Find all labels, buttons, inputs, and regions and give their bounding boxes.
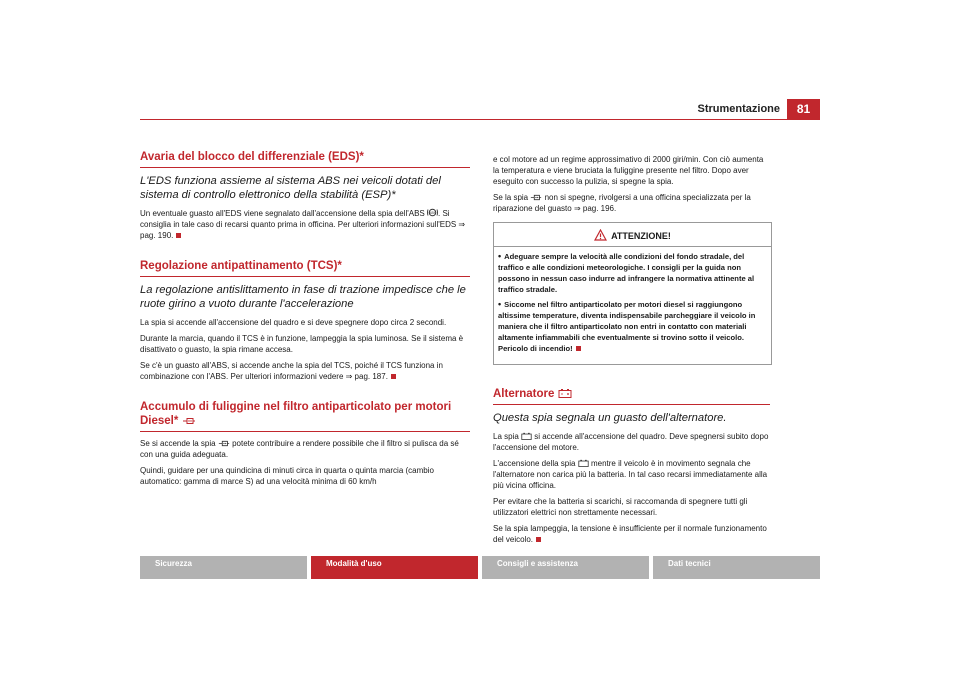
- text-span: Un eventuale guasto all'EDS viene segnalato dall'accensione della spia dell'ABS: [140, 209, 425, 218]
- lead-tcs: La regolazione antislittamento in fase di trazione impedisce che le ruote girino a vuoto durante l'accelerazione: [140, 284, 466, 310]
- text-span: Siccome nel filtro antiparticolato per motori diesel si raggiungono altissime temperature, diventa indispensabile parcheggiare il veicolo in maniera che il filtro antiparticolato non entri in contatto con materiali altamente infiammabili che eventualmente si trovino sotto il veicolo. Pericolo di incendio!: [498, 300, 756, 353]
- header-rule: [140, 119, 820, 120]
- battery-icon: [521, 432, 532, 440]
- end-marker: [391, 374, 396, 379]
- diesel-particulate-filter-icon: [218, 440, 230, 447]
- paragraph: [140, 438, 470, 460]
- footer-tabs: [140, 556, 820, 579]
- paragraph: Quindi, guidare per una quindicina di minuti circa in quarta o quinta marcia (cambio automatico: gamma di marce S) ad una velocità minima di 60 km/h: [140, 466, 434, 486]
- page-number: 81: [787, 99, 820, 120]
- heading-text: Accumulo di fuliggine nel filtro antiparticolato per motori Diesel*: [140, 401, 452, 427]
- section-eds: [140, 150, 470, 241]
- lead-alternator: Questa spia segnala un guasto dell'alternatore.: [493, 412, 727, 424]
- text-span: Se c'è un guasto all'ABS, si accende anche la spia del TCS, poiché il TCS funziona in combinazione con l'ABS. Per ulteriori informazioni vedere ⇒ pag. 187.: [140, 361, 443, 381]
- paragraph: [493, 523, 770, 545]
- tab-dati-tecnici[interactable]: Dati tecnici: [653, 556, 820, 579]
- text-span: Adeguare sempre la velocità alle condizioni del fondo stradale, del traffico e alle condizioni meteorologiche. I consigli per la guida non possono in nessun caso indurre ad infrangere la normativa attinente al traffico stradale.: [498, 252, 755, 294]
- text-span: La spia: [493, 432, 519, 441]
- text-span: Se si accende la spia: [140, 439, 216, 448]
- heading-dpf: [140, 400, 470, 428]
- text-span: si accende all'accensione del quadro. Deve spegnersi subito dopo l'accensione del motore.: [493, 432, 769, 452]
- paragraph: [140, 208, 470, 241]
- tab-sicurezza[interactable]: Sicurezza: [140, 556, 307, 579]
- warning-title: ATTENZIONE!: [611, 231, 671, 241]
- diesel-particulate-filter-icon: [530, 194, 542, 201]
- left-column: [140, 150, 470, 505]
- text-span: . Si consiglia in tale caso di recarsi quanto prima in officina. Per ulteriori informazioni sull'EDS ⇒ pag. 190.: [140, 209, 466, 240]
- section-alternator: [493, 387, 770, 545]
- heading-text: Alternatore: [493, 388, 555, 400]
- warning-item: [498, 299, 767, 354]
- warning-triangle-icon: [594, 229, 607, 241]
- paragraph: [493, 431, 770, 453]
- warning-header: [494, 223, 771, 247]
- section-rule: [140, 431, 470, 432]
- section-rule: [140, 276, 470, 277]
- header-title: Strumentazione: [697, 103, 780, 115]
- battery-icon: [578, 459, 589, 467]
- diesel-particulate-filter-icon: [182, 417, 196, 425]
- lead-eds: L'EDS funziona assieme al sistema ABS nei veicoli dotati del sistema di controllo elettronico della stabilità (ESP)*: [140, 175, 441, 201]
- abs-warning-icon: [427, 208, 438, 217]
- paragraph: La spia si accende all'accensione del quadro e si deve spegnere dopo circa 2 secondi.: [140, 318, 447, 327]
- paragraph: [493, 192, 770, 214]
- right-column: [493, 154, 770, 563]
- section-rule: [140, 167, 470, 168]
- section-dpf: [140, 400, 470, 487]
- heading-tcs: Regolazione antipattinamento (TCS)*: [140, 260, 342, 272]
- heading-alternator: [493, 387, 770, 401]
- text-span: non si spegne, rivolgersi a una officina specializzata per la riparazione del guasto ⇒ pag. 196.: [493, 193, 751, 213]
- warning-box: [493, 222, 772, 365]
- paragraph: Durante la marcia, quando il TCS è in funzione, lampeggia la spia luminosa. Se il sistema è disattivato o guasto, la spia rimane accesa.: [140, 334, 464, 354]
- text-span: Se la spia: [493, 193, 529, 202]
- text-span: potete contribuire a rendere possibile che il filtro si pulisca da sé con una guida adeguata.: [140, 439, 459, 459]
- section-tcs: [140, 259, 470, 382]
- end-marker: [576, 346, 581, 351]
- section-rule: [493, 404, 770, 405]
- text-span: L'accensione della spia: [493, 459, 576, 468]
- tab-consigli-assistenza[interactable]: Consigli e assistenza: [482, 556, 649, 579]
- end-marker: [176, 233, 181, 238]
- bullet: •: [498, 251, 502, 261]
- heading-eds: Avaria del blocco del differenziale (EDS)*: [140, 151, 364, 163]
- paragraph: e col motore ad un regime approssimativo di 2000 giri/min. Con ciò aumenta la temperatura e viene bruciata la fuliggine presente nel filtro. Dopo aver eseguito con successo la pulizia, si spegne la spia.: [493, 155, 764, 186]
- bullet: •: [498, 299, 502, 309]
- svg-text:ABS: ABS: [428, 211, 437, 215]
- end-marker: [536, 537, 541, 542]
- text-span: mentre il veicolo è in movimento segnala che l'alternatore non carica più la batteria. In tal caso recarsi immediatamente alla più vicina officina.: [493, 459, 768, 490]
- paragraph: [140, 360, 470, 382]
- tab-modalita-uso[interactable]: Modalità d'uso: [311, 556, 478, 579]
- paragraph: [493, 458, 770, 491]
- text-span: Se la spia lampeggia, la tensione è insufficiente per il normale funzionamento del veicolo.: [493, 524, 767, 544]
- battery-icon: [558, 388, 572, 398]
- warning-item: [498, 251, 767, 295]
- paragraph: Per evitare che la batteria si scarichi, si raccomanda di spegnere tutti gli utilizzatori elettrici non strettamente necessari.: [493, 497, 748, 517]
